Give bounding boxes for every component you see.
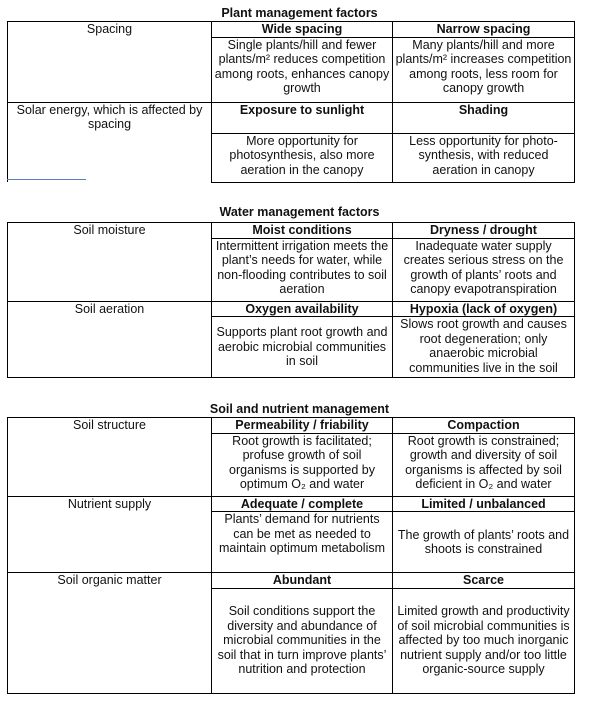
table-row — [8, 102, 575, 133]
left-header: Exposure to sunlight — [212, 102, 393, 133]
left-text: Soil conditions support the diversity and abundance of microbial communities in the soil that in turn improve plants’ nutrition and protection — [212, 588, 393, 693]
left-header: Wide spacing — [212, 22, 393, 38]
plant-management-table — [7, 21, 575, 183]
left-header: Permeability / friability — [212, 418, 393, 434]
right-header: Limited / unbalanced — [393, 496, 575, 512]
factor-label: Soil structure — [8, 418, 212, 497]
right-text: Inadequate water supply creates serious stress on the growth of plants’ roots and canopy evapotranspiration — [393, 238, 575, 301]
left-text: Root growth is facilitated; profuse growth of soil organisms is supported by optimum O₂ and water — [212, 433, 393, 496]
factor-label: Soil aeration — [8, 301, 212, 378]
table-row — [8, 573, 575, 589]
accent-underline — [7, 179, 86, 180]
right-text: Slows root growth and causes root degeneration; only anaerobic microbial communities live in the soil — [393, 317, 575, 378]
right-header: Shading — [393, 102, 575, 133]
right-text: Less opportunity for photo-synthesis, with reduced aeration in canopy — [393, 133, 575, 182]
right-header: Compaction — [393, 418, 575, 434]
soil-nutrient-table — [7, 417, 575, 694]
right-text: Limited growth and productivity of soil microbial communities is affected by too much inorganic nutrient supply and/or too little organic-source supply — [393, 588, 575, 693]
factor-label: Soil moisture — [8, 223, 212, 302]
right-header: Hypoxia (lack of oxygen) — [393, 301, 575, 317]
right-text: The growth of plants’ roots and shoots is constrained — [393, 512, 575, 573]
right-text: Root growth is constrained; growth and diversity of soil organisms is affected by soil deficient in O₂ and water — [393, 433, 575, 496]
factor-label: Solar energy, which is affected by spacing — [8, 102, 212, 182]
left-text: Plants’ demand for nutrients can be met as needed to maintain optimum metabolism — [212, 512, 393, 573]
factor-label: Soil organic matter — [8, 573, 212, 694]
left-text: Intermittent irrigation meets the plant’s needs for water, while non-flooding contributes to soil aeration — [212, 238, 393, 301]
left-header: Oxygen availability — [212, 301, 393, 317]
right-header: Narrow spacing — [393, 22, 575, 38]
table-row — [8, 496, 575, 512]
right-header: Scarce — [393, 573, 575, 589]
right-header: Dryness / drought — [393, 223, 575, 239]
table-row — [8, 22, 575, 38]
right-text: Many plants/hill and more plants/m² increases competition among roots, less room for canopy growth — [393, 37, 575, 102]
left-header: Adequate / complete — [212, 496, 393, 512]
table-row — [8, 418, 575, 434]
section-title-soil: Soil and nutrient management — [209, 402, 390, 416]
section-title-water: Water management factors — [219, 205, 380, 219]
left-header: Moist conditions — [212, 223, 393, 239]
factor-label: Spacing — [8, 22, 212, 103]
left-text: Supports plant root growth and aerobic microbial communities in soil — [212, 317, 393, 378]
left-text: More opportunity for photosynthesis, also more aeration in the canopy — [212, 133, 393, 182]
table-row — [8, 223, 575, 239]
left-text: Single plants/hill and fewer plants/m² reduces competition among roots, enhances canopy growth — [212, 37, 393, 102]
section-title-plant: Plant management factors — [221, 6, 378, 20]
table-row — [8, 301, 575, 317]
left-header: Abundant — [212, 573, 393, 589]
factor-label: Nutrient supply — [8, 496, 212, 573]
water-management-table — [7, 222, 575, 378]
